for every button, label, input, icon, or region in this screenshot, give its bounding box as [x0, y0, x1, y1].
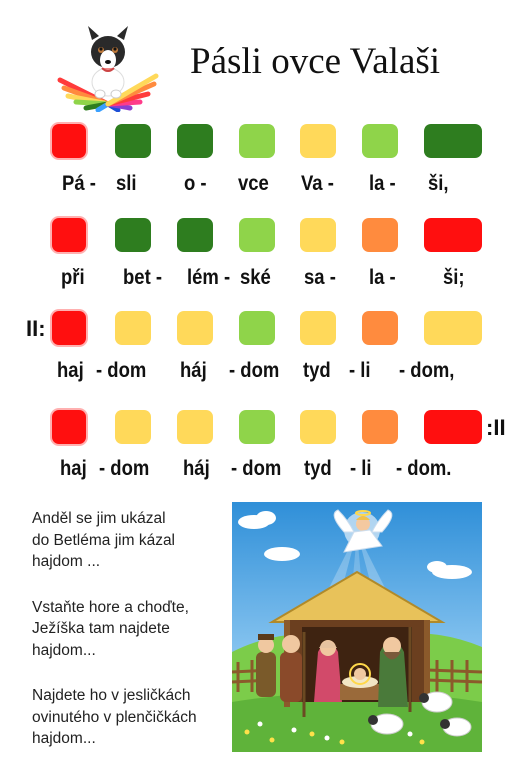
lyric-syllable: Va - [301, 172, 334, 195]
note-square-light-green [362, 124, 398, 158]
note-square-dark-green [115, 218, 151, 252]
note-square-red [52, 124, 86, 158]
repeat-start-sign: II: [26, 316, 46, 341]
note-square-red [424, 410, 482, 444]
nativity-scene-illustration [232, 502, 482, 752]
lyric-syllable: bet - [123, 266, 163, 289]
note-square-yellow [177, 410, 213, 444]
note-square-red [52, 410, 86, 444]
lyric-syllable: sa - [304, 266, 336, 289]
lyric-syllable: - li [349, 359, 371, 382]
verse-2: Vstaňte hore a choďte, Ježíška tam najdete hajdom... [32, 598, 189, 659]
lyric-syllable: haj [57, 359, 84, 382]
lyric-syllable: háj [180, 359, 207, 382]
note-square-red [52, 218, 86, 252]
note-square-dark-green [115, 124, 151, 158]
lyric-syllable: o - [184, 172, 207, 195]
note-square-yellow [177, 311, 213, 345]
lyric-syllable: - dom. [396, 457, 452, 480]
lyric-syllable: sli [116, 172, 137, 195]
lyric-syllable: - dom [96, 359, 147, 382]
lyric-syllable: Pá - [62, 172, 96, 195]
lyric-syllable: haj [60, 457, 87, 480]
lyric-syllable: - dom, [399, 359, 455, 382]
repeat-end-sign: :II [486, 415, 506, 440]
lyric-syllable: při [61, 266, 85, 289]
lyric-syllable: - dom [231, 457, 282, 480]
verse-3: Najdete ho v jesličkách ovinutého v plenčičkách hajdom... [32, 687, 197, 747]
note-square-orange [362, 218, 398, 252]
note-square-light-green [239, 124, 275, 158]
song-title: Pásli ovce Valaši [190, 41, 441, 82]
note-square-yellow [300, 124, 336, 158]
note-square-light-green [239, 410, 275, 444]
lyric-syllable: - li [350, 457, 372, 480]
lyric-syllable: ské [240, 266, 271, 289]
verses-text [32, 508, 227, 774]
lyric-syllable: - dom [99, 457, 150, 480]
note-square-yellow [424, 311, 482, 345]
note-square-yellow [115, 311, 151, 345]
lyric-syllable: la - [369, 172, 396, 195]
note-square-yellow [300, 218, 336, 252]
lyric-syllable: vce [238, 172, 269, 195]
lyric-syllable: la - [369, 266, 396, 289]
note-square-light-green [239, 311, 275, 345]
note-square-yellow [115, 410, 151, 444]
verse-1: Anděl se jim ukázal do Betléma jim kázal hajdom ... [32, 510, 176, 570]
note-square-orange [362, 410, 398, 444]
lyric-syllable: ši, [428, 172, 449, 195]
lyric-syllable: lém - [187, 266, 231, 289]
lyric-syllable: ši; [443, 266, 465, 289]
lyric-syllable: háj [183, 457, 210, 480]
note-square-dark-green [177, 218, 213, 252]
lyric-syllable: tyd [303, 359, 331, 382]
note-square-yellow [300, 311, 336, 345]
note-square-dark-green [177, 124, 213, 158]
lyric-syllable: - dom [229, 359, 280, 382]
note-square-yellow [300, 410, 336, 444]
dog-with-colored-chimes-icon [52, 22, 164, 112]
note-square-orange [362, 311, 398, 345]
note-square-light-green [239, 218, 275, 252]
note-square-red [424, 218, 482, 252]
note-square-dark-green [424, 124, 482, 158]
note-square-red [52, 311, 86, 345]
lyric-syllable: tyd [304, 457, 332, 480]
